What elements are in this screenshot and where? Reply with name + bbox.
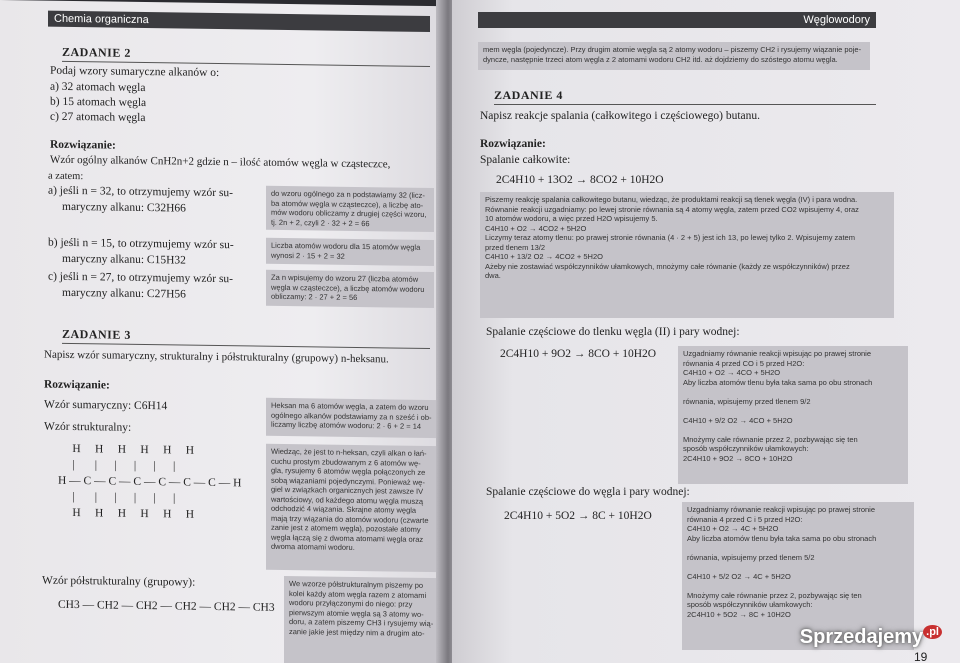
task-3-structural-formula: H H H H H H | | | | | | H — C — C — C — C — C — C — H | | | | | | H H H H H H (58, 443, 242, 521)
task-3-note-summary: Heksan ma 6 atomów węgla, a zatem do wzoru ogólnego alkanów podstawiamy za n sześć i ob- liczamy liczbę atomów wodoru: 2 · 6 + 2 = 14 (266, 398, 440, 438)
task-2-note-b: Liczba atomów wodoru dla 15 atomów węgla wynosi 2 · 15 + 2 = 32 (266, 238, 434, 266)
task-3-note-semistructural: We wzorze półstrukturalnym piszemy po kolei każdy atom węgla razem z atomami wodoru przyłączonymi do niego: przy pierwszym atomie węgla są 3 atomy wo- doru, a zatem piszemy CH3 i rysujemy wią- zanie jakie jest między nim a drugim ato- (284, 576, 442, 663)
task-2-item-a: a) 32 atomach węgla (50, 80, 146, 95)
task-3-text: Napisz wzór sumaryczny, strukturalny i półstrukturalny (grupowy) n-heksanu. (44, 348, 389, 366)
task-4-text: Napisz reakcje spalania (całkowitego i częściowego) butanu. (480, 110, 761, 122)
task-3-solution-label: Rozwiązanie: (44, 378, 110, 392)
task-2-thus: a zatem: (48, 170, 84, 183)
task-2-text: Podaj wzory sumaryczne alkanów o: (50, 64, 220, 80)
page-number: 19 (914, 650, 928, 663)
task-4-title: ZADANIE 4 (494, 88, 876, 105)
complete-combustion-note: Piszemy reakcję spalania całkowitego butanu, wiedząc, że produktami reakcji są tlenek węgla (IV) i para wodna. Równanie reakcji uzgadniamy: po lewej stronie równania są 4 atomy węgla, zatem przed CO2 wpisujemy 4, oraz 10 atomów wodoru, a więc przed H2O wpisujemy 5. C4H10 + O2 → 4CO2 + 5H2O Liczymy teraz atomy tlenu: po prawej stronie równania (4 · 2 + 5) jest ich 13, po lewej tylko 2. Wpisujemy zatem przed tlenem 13/2 C4H10 + 13/2 O2 → 4CO2 + 5H2O Ażeby nie zostawiać współczynników ułamkowych, mnożymy całe równanie (każdy ze współczynników) przez dwa. (480, 192, 894, 318)
task-3-note-structural: Wiedząc, że jest to n-heksan, czyli alkan o łań- cuchu prostym zbudowanym z 6 atomów wę- gla, rysujemy 6 atomów węgla połączonych ze sobą wiązaniami pojedynczymi. Ponieważ wę- giel w związkach organicznych jest zawsze IV wartościowy, od każdego atomu węgla muszą odchodzić 4 wiązania. Skrajne atomy węgla mają trzy wiązania do atomów wodoru (czwarte zanie jest z atomem węgla), pozostałe atomy węgla łączą się z dwoma atomami węgla oraz dwoma atomami wodoru. (266, 444, 440, 572)
task-2-answer-a-line1: a) jeśli n = 32, to otrzymujemy wzór su- (48, 184, 234, 200)
task-2-answer-c-line2: maryczny alkanu: C27H56 (62, 286, 186, 301)
task-2-title: ZADANIE 2 (62, 45, 430, 67)
watermark-suffix: .pl (923, 625, 942, 639)
partial-combustion-co-label: Spalanie częściowe do tlenku węgla (II) i pary wodnej: (486, 326, 740, 338)
partial-combustion-c-label: Spalanie częściowe do węgla i pary wodnej: (486, 486, 690, 498)
right-page-header: Węglowodory (478, 12, 876, 28)
continued-note: mem węgla (pojedyncze). Przy drugim atomie węgla są 2 atomy wodoru – piszemy CH2 i rysujemy wiązanie poje- dyncze, następnie trzeci atom węgla z 2 atomami wodoru CH2 itd. aż dojdziemy do szóstego atomu węgla. (478, 42, 870, 70)
right-page (452, 0, 960, 663)
task-2-answer-b-line2: maryczny alkanu: C15H32 (62, 252, 186, 267)
task-3-semistructural-label: Wzór półstrukturalny (grupowy): (42, 574, 196, 589)
task-2-general-formula: Wzór ogólny alkanów CnH2n+2 gdzie n – ilość atomów węgla w cząsteczce, (50, 153, 391, 171)
task-2-answer-a-line2: maryczny alkanu: C32H66 (62, 200, 186, 215)
watermark-text: Sprzedajemy (799, 626, 924, 648)
task-3-semistructural-formula: CH3 — CH2 — CH2 — CH2 — CH2 — CH3 (58, 598, 275, 614)
task-2-note-a: do wzoru ogólnego za n podstawiamy 32 (licz- ba atomów węgla w cząsteczce), a liczbę ato- mów wodoru obliczamy z drugiej części wzoru, tj. 2n + 2, czyli 2 · 32 + 2 = 66 (266, 186, 434, 232)
task-2-answer-b-line1: b) jeśli n = 15, to otrzymujemy wzór su- (48, 236, 234, 252)
partial-combustion-co-equation: 2C4H10 + 9O2 → 8CO + 10H2O (500, 348, 657, 360)
task-2-answer-c-line1: c) jeśli n = 27, to otrzymujemy wzór su- (48, 270, 234, 286)
task-3-structural-label: Wzór strukturalny: (44, 420, 132, 434)
task-2-note-c: Za n wpisujemy do wzoru 27 (liczba atomów węgla w cząsteczce), a liczbę atomów wodoru obliczamy: 2 · 27 + 2 = 56 (266, 270, 434, 308)
complete-combustion-equation: 2C4H10 + 13O2 → 8CO2 + 10H2O (496, 174, 664, 186)
partial-combustion-c-equation: 2C4H10 + 5O2 → 8C + 10H2O (504, 510, 652, 522)
task-4-solution-label: Rozwiązanie: (480, 138, 546, 150)
task-2-item-c: c) 27 atomach węgla (50, 110, 146, 125)
task-3-title: ZADANIE 3 (62, 327, 430, 349)
task-2-item-b: b) 15 atomach węgla (50, 95, 147, 110)
partial-combustion-c-note: Uzgadniamy równanie reakcji wpisując po prawej stronie równania 4 przed C i 5 przed H2O: C4H10 + O2 → 4C + 5H2O Aby liczba atomów tlenu była taka sama po obu stronach równania, wpisujemy przed tlenem 5/2 C4H10 + 5/2 O2 → 4C + 5H2O Mnożymy całe równanie przez 2, pozbywając się ten sposób współczynników ułamkowych: 2C4H10 + 5O2 → 8C + 10H2O (682, 502, 914, 650)
task-2-solution-label: Rozwiązanie: (50, 138, 116, 152)
task-3-summary-formula: Wzór sumaryczny: C6H14 (44, 398, 168, 413)
partial-combustion-co-note: Uzgadniamy równanie reakcji wpisując po prawej stronie równania 4 przed CO i 5 przed H2O: C4H10 + O2 → 4CO + 5H2O Aby liczba atomów tlenu była taka sama po obu stronach równania, wpisujemy przed tlenem 9/2 C4H10 + 9/2 O2 → 4CO + 5H2O Mnożymy całe równanie przez 2, pozbywając się ten sposób współczynników ułamkowych: 2C4H10 + 9O2 → 8CO + 10H2O (678, 346, 908, 484)
left-page-header: Chemia organiczna (48, 11, 430, 32)
sprzedajemy-watermark (800, 626, 942, 649)
complete-combustion-label: Spalanie całkowite: (480, 154, 571, 166)
left-page (0, 0, 448, 663)
